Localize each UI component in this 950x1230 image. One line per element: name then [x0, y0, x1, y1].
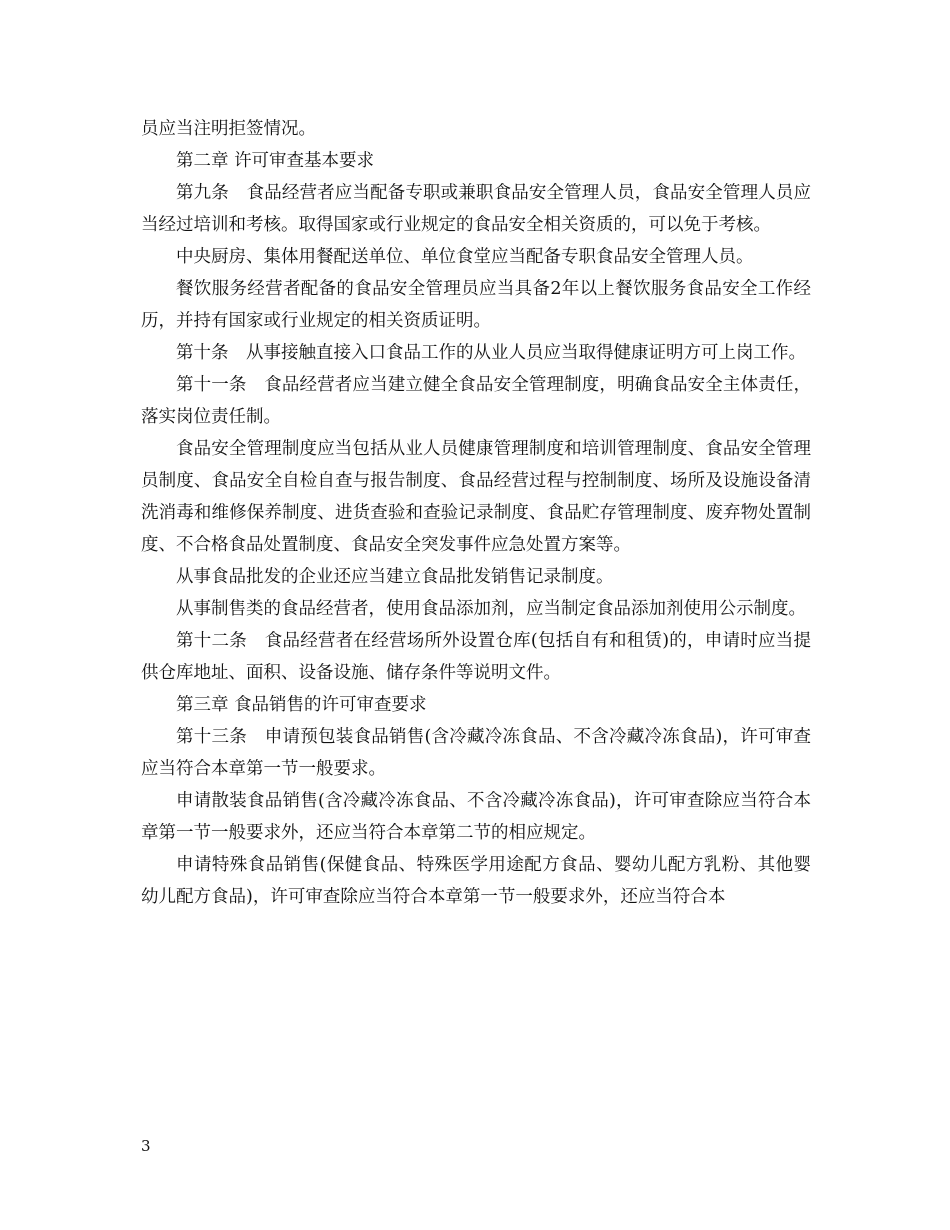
paragraph: 从事制售类的食品经营者，使用食品添加剂，应当制定食品添加剂使用公示制度。 — [176, 599, 806, 619]
article-10: 第十条 从事接触直接入口食品工作的从业人员应当取得健康证明方可上岗工作。 — [176, 343, 806, 363]
article-11: 第十一条 食品经营者应当建立健全食品安全管理制度，明确食品安全主体责任，落实岗位责任制。 — [141, 375, 811, 427]
paragraph: 申请特殊食品销售(保健食品、特殊医学用途配方食品、婴幼儿配方乳粉、其他婴幼儿配方食品)，许可审查除应当符合本章第一节一般要求外，还应当符合本 — [141, 855, 811, 907]
chapter-heading-3: 第三章 食品销售的许可审查要求 — [176, 695, 427, 715]
paragraph: 申请散装食品销售(含冷藏冷冻食品、不含冷藏冷冻食品)，许可审查除应当符合本章第一节一般要求外，还应当符合本章第二节的相应规定。 — [141, 791, 811, 843]
paragraph: 食品安全管理制度应当包括从业人员健康管理制度和培训管理制度、食品安全管理员制度、食品安全自检自查与报告制度、食品经营过程与控制制度、场所及设施设备清洗消毒和维修保养制度、进货查验和查验记录制度、食品贮存管理制度、废弃物处置制度、不合格食品处置制度、食品安全突发事件应急处置方案等。 — [141, 439, 811, 555]
article-9: 第九条 食品经营者应当配备专职或兼职食品安全管理人员，食品安全管理人员应当经过培训和考核。取得国家或行业规定的食品安全相关资质的，可以免于考核。 — [141, 183, 811, 235]
paragraph: 从事食品批发的企业还应当建立食品批发销售记录制度。 — [176, 567, 614, 587]
page-number: 3 — [141, 1137, 151, 1155]
chapter-heading-2: 第二章 许可审查基本要求 — [176, 151, 375, 171]
article-12: 第十二条 食品经营者在经营场所外设置仓库(包括自有和租赁)的，申请时应当提供仓库地址、面积、设备设施、储存条件等说明文件。 — [141, 631, 811, 683]
document-body — [141, 113, 811, 913]
paragraph-continuation: 员应当注明拒签情况。 — [141, 119, 316, 139]
article-13: 第十三条 申请预包装食品销售(含冷藏冷冻食品、不含冷藏冷冻食品)，许可审查应当符合本章第一节一般要求。 — [141, 727, 811, 779]
paragraph: 中央厨房、集体用餐配送单位、单位食堂应当配备专职食品安全管理人员。 — [176, 247, 754, 267]
paragraph: 餐饮服务经营者配备的食品安全管理员应当具备2年以上餐饮服务食品安全工作经历，并持有国家或行业规定的相关资质证明。 — [141, 279, 811, 331]
